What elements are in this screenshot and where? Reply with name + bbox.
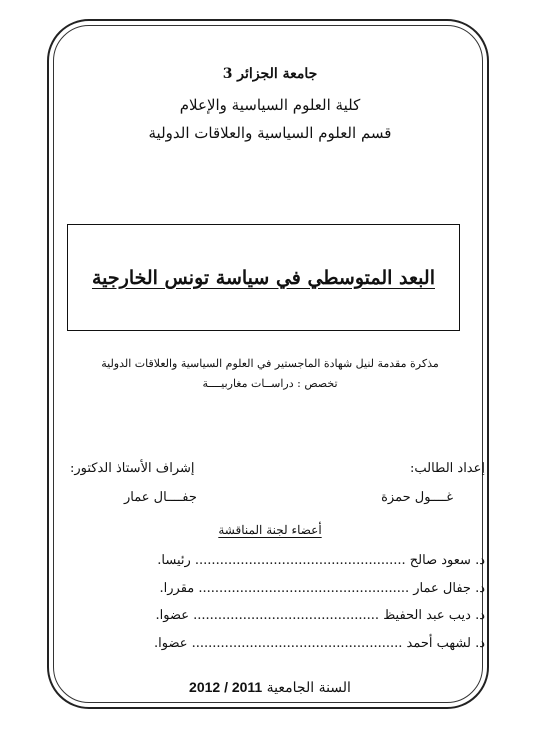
thesis-title: البعد المتوسطي في سياسة تونس الخارجية bbox=[91, 266, 435, 289]
committee-member-1: د. ديب عبد الحفيظ ............................................. عضوا. bbox=[155, 608, 485, 623]
committee-member-2: د. لشهب أحمد ................................................... عضوا. bbox=[154, 636, 485, 651]
faculty-name: كلية العلوم السياسية والإعلام bbox=[179, 96, 361, 114]
supervisor-name: جفــــال عمار bbox=[124, 490, 197, 505]
supervisor-label: إشراف الأستاذ الدكتور: bbox=[70, 461, 195, 476]
student-name: غــــول حمزة bbox=[381, 490, 453, 505]
department-name: قسم العلوم السياسية والعلاقات الدولية bbox=[148, 124, 392, 142]
academic-year-label: السنة الجامعية bbox=[266, 680, 351, 696]
academic-year-value: 2012 / 2011 bbox=[189, 679, 263, 695]
university-name: جامعة الجزائر 3 bbox=[222, 66, 318, 82]
academic-year bbox=[60, 679, 480, 696]
memo-description: مذكرة مقدمة لنيل شهادة الماجستير في العلوم السياسية والعلاقات الدولية bbox=[101, 357, 439, 370]
committee-title: أعضاء لجنة المناقشة bbox=[218, 523, 322, 537]
title-box bbox=[67, 224, 460, 331]
committee-member-rapporteur: د. جفال عمار ................................................... مقررا. bbox=[159, 581, 485, 596]
specialization: تخصص : دراســات مغاربيــــة bbox=[202, 377, 338, 390]
student-label: إعداد الطالب: bbox=[409, 461, 485, 476]
committee-member-president: د. سعود صالح ................................................... رئيسا. bbox=[157, 553, 485, 568]
